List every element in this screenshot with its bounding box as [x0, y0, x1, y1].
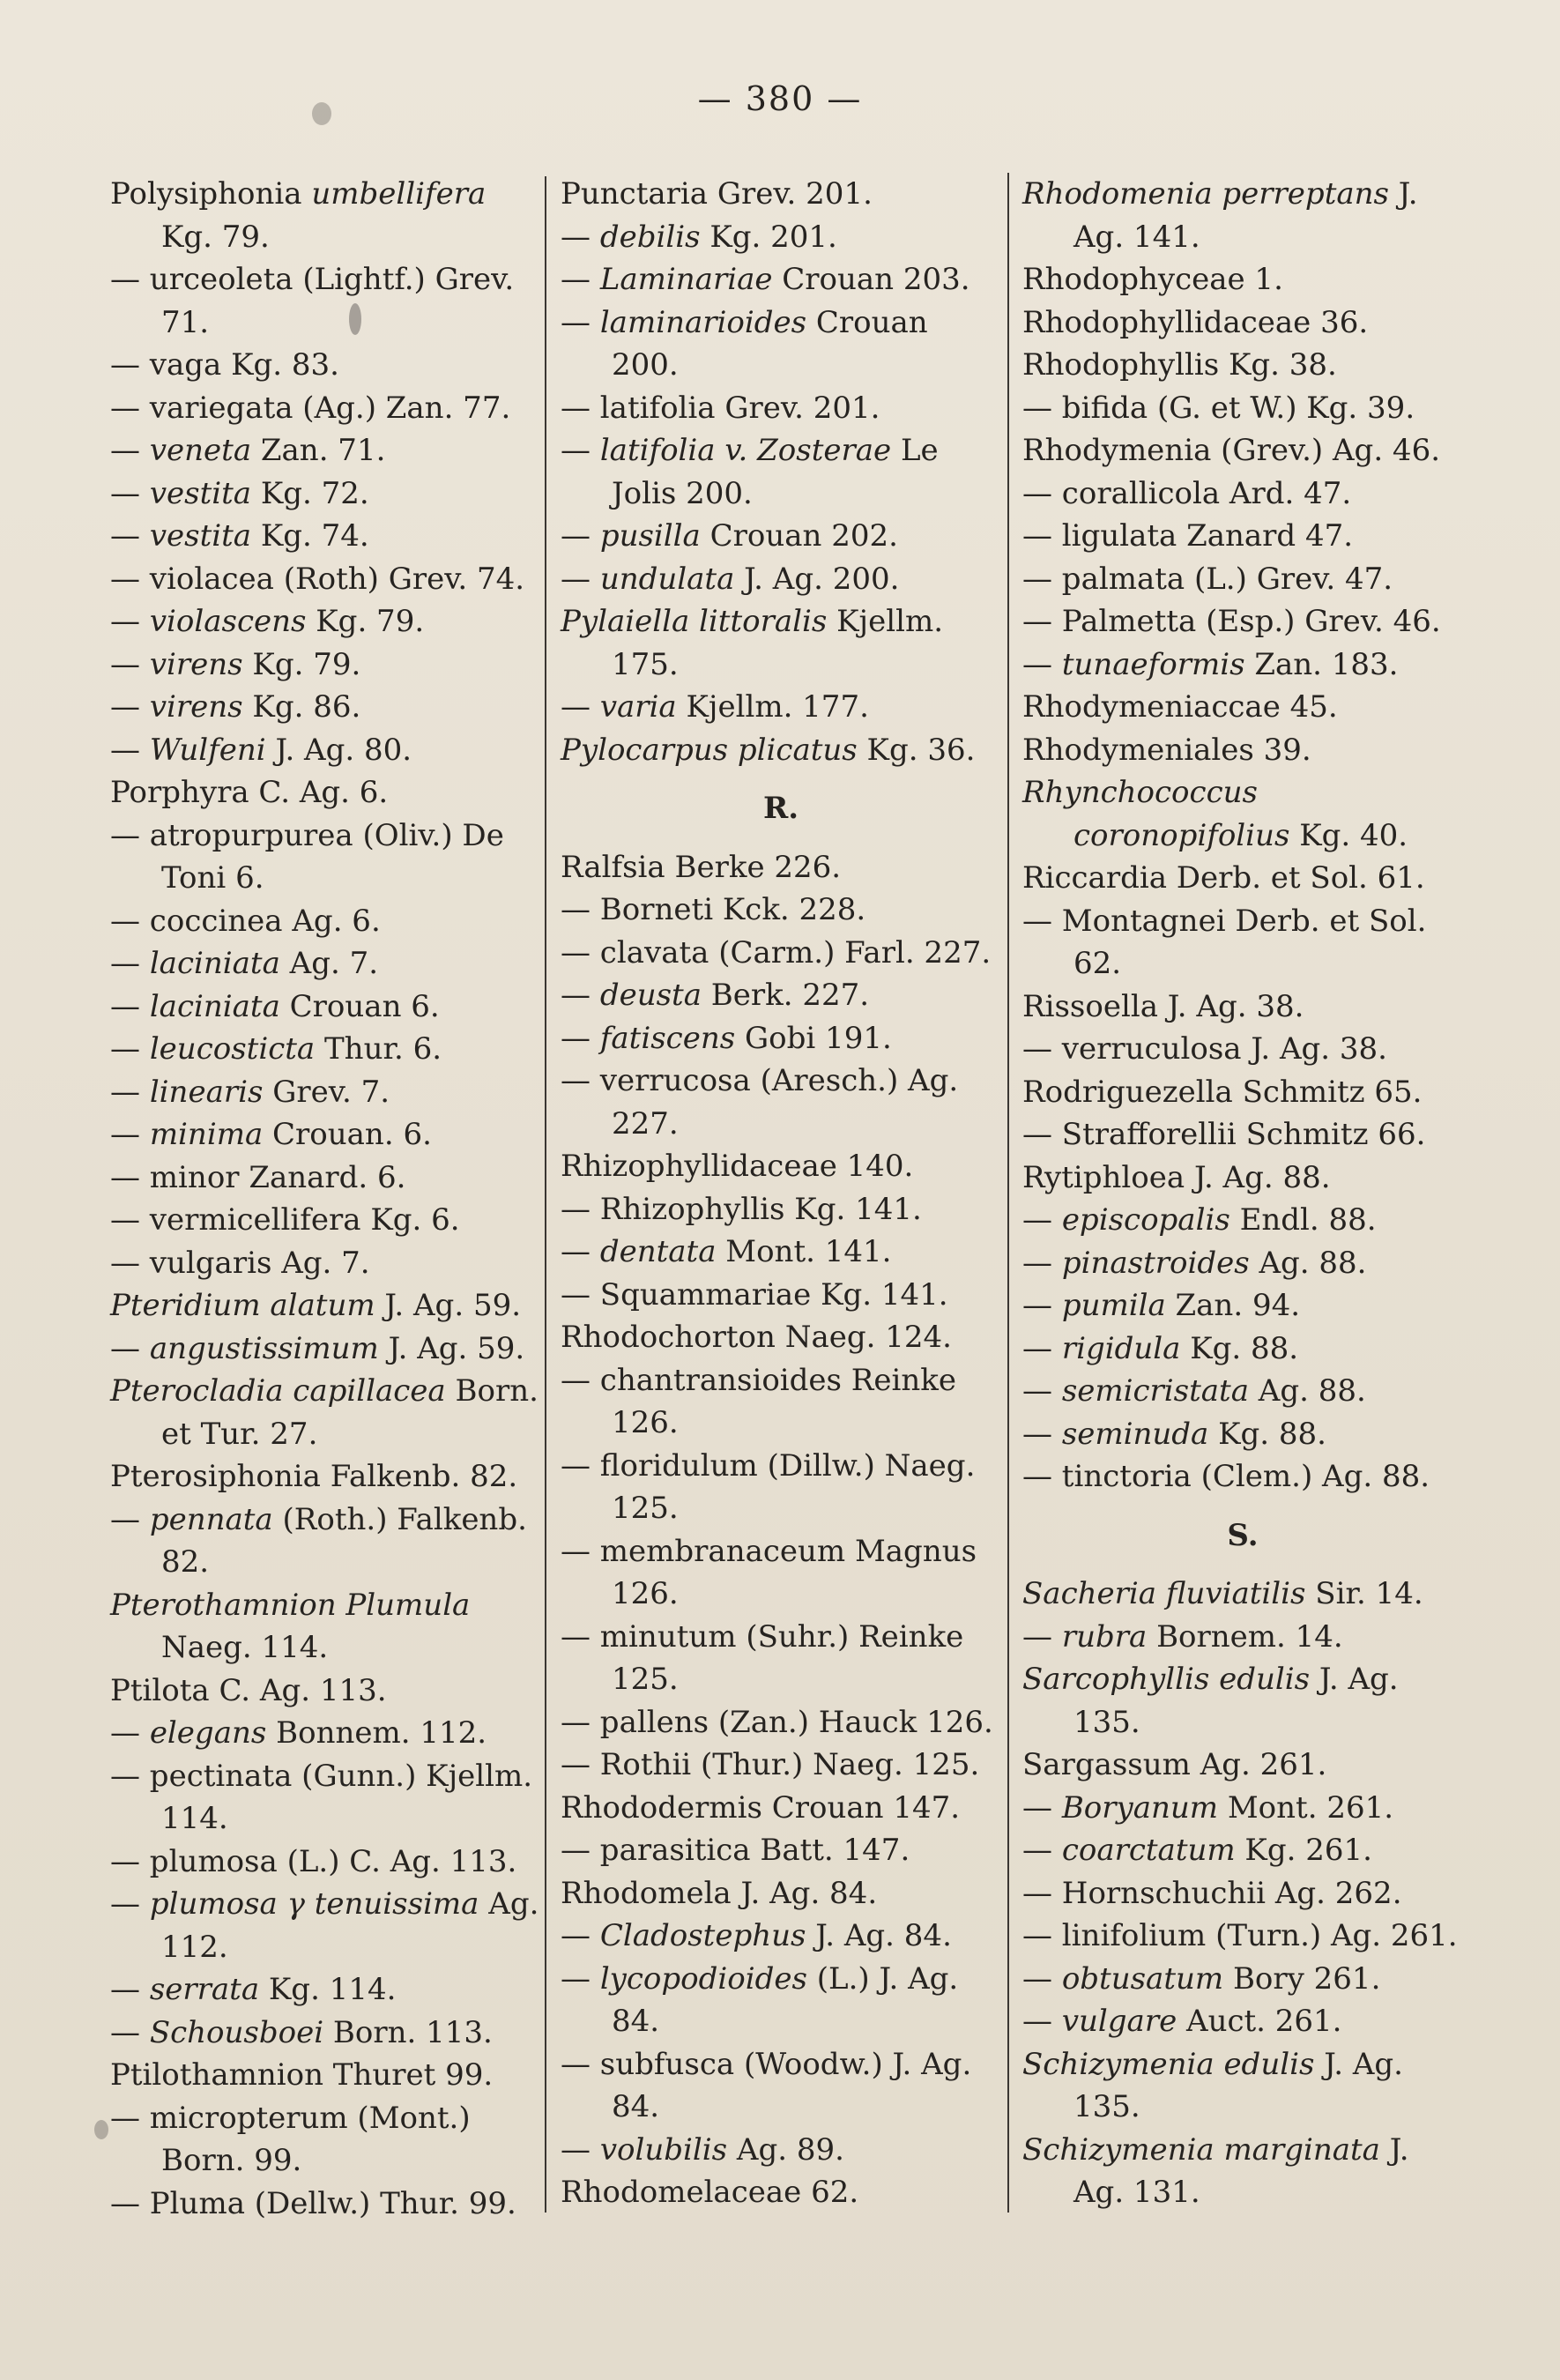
- index-subentry: — Hornschuchii Ag. 262.: [1022, 1875, 1402, 1911]
- index-subentry: — bifida (G. et W.) Kg. 39.: [1022, 390, 1415, 426]
- index-subentry: — vulgaris Ag. 7.: [110, 1245, 370, 1281]
- index-subentry: — Wulfeni J. Ag. 80.: [110, 732, 412, 768]
- section-letter-heading: R.: [762, 791, 799, 826]
- index-subentry: — ligulata Zanard 47.: [1022, 518, 1354, 554]
- index-subentry: — minima Crouan. 6.: [110, 1117, 432, 1152]
- index-subentry: — plumosa (L.) C. Ag. 113.: [110, 1843, 517, 1879]
- index-subentry: — pusilla Crouan 202.: [561, 518, 898, 554]
- index-subentry: — vestita Kg. 72.: [110, 475, 369, 511]
- index-subentry: — tunaeformis Zan. 183.: [1022, 646, 1399, 682]
- index-subentry: — episcopalis Endl. 88.: [1022, 1202, 1377, 1238]
- index-subentry: — vaga Kg. 83.: [110, 347, 339, 383]
- index-entry: Rhodophyceae 1.: [1022, 262, 1283, 297]
- index-subentry: — pinastroides Ag. 88.: [1022, 1245, 1367, 1281]
- index-entry: Punctaria Grev. 201.: [561, 176, 873, 212]
- index-subentry: — laciniata Crouan 6.: [110, 988, 440, 1024]
- index-entry: Rissoella J. Ag. 38.: [1022, 988, 1304, 1024]
- index-entry: Pylocarpus plicatus Kg. 36.: [561, 732, 976, 768]
- index-subentry: — pectinata (Gunn.) Kjellm. 114.: [110, 1758, 533, 1836]
- index-column-3: [1022, 173, 1463, 2214]
- index-entry: Sarcophyllis edulis J. Ag. 135.: [1022, 1662, 1399, 1740]
- index-subentry: — linearis Grev. 7.: [110, 1074, 390, 1110]
- index-subentry: — verruculosa J. Ag. 38.: [1022, 1031, 1387, 1067]
- index-subentry: — violascens Kg. 79.: [110, 604, 425, 639]
- index-entry: Schizymenia marginata J. Ag. 131.: [1022, 2131, 1409, 2210]
- index-entry: Rhodomenia perreptans J. Ag. 141.: [1022, 176, 1418, 255]
- index-subentry: — Palmetta (Esp.) Grev. 46.: [1022, 604, 1441, 639]
- index-subentry: — volubilis Ag. 89.: [561, 2131, 844, 2168]
- index-subentry: — plumosa γ tenuissima Ag. 112.: [110, 1886, 539, 1965]
- index-entry: Rhodophyllis Kg. 38.: [1022, 347, 1337, 383]
- index-subentry: — Boryanum Mont. 261.: [1022, 1789, 1394, 1826]
- index-entry: Rytiphloea J. Ag. 88.: [1022, 1159, 1331, 1195]
- index-column-1: [110, 173, 542, 2225]
- index-entry: Pylaiella littoralis Kjellm. 175.: [561, 604, 943, 682]
- index-entry: Polysiphonia umbellifera Kg. 79.: [110, 176, 487, 255]
- column-divider: [1007, 173, 1009, 2213]
- index-subentry: — Pluma (Dellw.) Thur. 99.: [110, 2185, 516, 2221]
- index-subentry: — minor Zanard. 6.: [110, 1159, 406, 1195]
- index-subentry: — parasitica Batt. 147.: [561, 1833, 910, 1868]
- index-entry: Riccardia Derb. et Sol. 61.: [1022, 860, 1425, 896]
- index-subentry: — debilis Kg. 201.: [561, 219, 837, 255]
- index-subentry: — elegans Bonnem. 112.: [110, 1715, 487, 1751]
- index-subentry: — clavata (Carm.) Farl. 227.: [561, 934, 992, 971]
- index-entry: Sargassum Ag. 261.: [1022, 1747, 1327, 1782]
- index-subentry: — seminuda Kg. 88.: [1022, 1416, 1326, 1452]
- index-subentry: — pumila Zan. 94.: [1022, 1288, 1301, 1323]
- index-subentry: — Laminariae Crouan 203.: [561, 262, 970, 297]
- index-subentry: — laciniata Ag. 7.: [110, 946, 379, 981]
- index-subentry: — minutum (Suhr.) Reinke 125.: [561, 1618, 964, 1697]
- index-subentry: — Strafforellii Schmitz 66.: [1022, 1117, 1426, 1152]
- index-subentry: — rubra Bornem. 14.: [1022, 1618, 1343, 1655]
- index-entry: Rhizophyllidaceae 140.: [561, 1149, 914, 1184]
- index-entry: Rhynchococcus coronopifolius Kg. 40.: [1022, 775, 1408, 853]
- index-subentry: — fatiscens Gobi 191.: [561, 1020, 892, 1056]
- index-entry: Ptilothamnion Thuret 99.: [110, 2057, 494, 2093]
- index-subentry: — urceoleta (Lightf.) Grev. 71.: [110, 262, 515, 340]
- index-subentry: — obtusatum Bory 261.: [1022, 1960, 1381, 1997]
- index-subentry: — varia Kjellm. 177.: [561, 689, 869, 725]
- index-entry: Rhodymeniales 39.: [1022, 732, 1311, 768]
- index-subentry: — Borneti Kck. 228.: [561, 892, 866, 927]
- index-subentry: — Schousboei Born. 113.: [110, 2014, 493, 2050]
- index-subentry: — Montagnei Derb. et Sol. 62.: [1022, 903, 1427, 981]
- index-subentry: — coccinea Ag. 6.: [110, 903, 381, 939]
- index-subentry: — Rhizophyllis Kg. 141.: [561, 1191, 922, 1227]
- index-subentry: — virens Kg. 86.: [110, 689, 361, 725]
- index-entry: Rhodymeniaccae 45.: [1022, 689, 1338, 725]
- index-subentry: — vulgare Auct. 261.: [1022, 2004, 1342, 2039]
- index-entry: Rodriguezella Schmitz 65.: [1022, 1074, 1423, 1110]
- index-subentry: — angustissimum J. Ag. 59.: [110, 1330, 525, 1366]
- index-entry: Rhododermis Crouan 147.: [561, 1789, 961, 1826]
- index-subentry: — tinctoria (Clem.) Ag. 88.: [1022, 1459, 1430, 1494]
- index-subentry: — variegata (Ag.) Zan. 77.: [110, 390, 511, 426]
- index-subentry: — micropterum (Mont.) Born. 99.: [110, 2100, 471, 2178]
- index-subentry: — rigidula Kg. 88.: [1022, 1330, 1299, 1366]
- index-subentry: — lycopodioides (L.) J. Ag. 84.: [561, 1960, 959, 2039]
- index-subentry: — verrucosa (Aresch.) Ag. 227.: [561, 1063, 959, 1142]
- index-entry: Porphyra C. Ag. 6.: [110, 775, 389, 810]
- index-subentry: — Rothii (Thur.) Naeg. 125.: [561, 1747, 980, 1782]
- index-entry: Pteridium alatum J. Ag. 59.: [110, 1288, 522, 1323]
- index-subentry: — corallicola Ard. 47.: [1022, 475, 1352, 511]
- section-letter-heading: S.: [1227, 1517, 1259, 1553]
- index-subentry: — pennata (Roth.) Falkenb. 82.: [110, 1501, 527, 1580]
- index-subentry: — coarctatum Kg. 261.: [1022, 1833, 1372, 1868]
- index-subentry: — vermicellifera Kg. 6.: [110, 1202, 460, 1238]
- index-entry: Ptilota C. Ag. 113.: [110, 1672, 387, 1708]
- index-entry: Pterocladia capillacea Born. et Tur. 27.: [110, 1373, 539, 1452]
- page-number: — 380 —: [697, 79, 863, 118]
- index-entry: Rhodochorton Naeg. 124.: [561, 1320, 952, 1355]
- index-subentry: — vestita Kg. 74.: [110, 518, 369, 554]
- index-entry: Pterosiphonia Falkenb. 82.: [110, 1459, 518, 1494]
- index-subentry: — Squammariae Kg. 141.: [561, 1276, 948, 1313]
- index-subentry: — deusta Berk. 227.: [561, 978, 870, 1013]
- index-subentry: — latifolia v. Zosterae Le Jolis 200.: [561, 433, 939, 511]
- index-entry: Schizymenia edulis J. Ag. 135.: [1022, 2046, 1403, 2124]
- ink-spot: [94, 2120, 108, 2139]
- index-subentry: — atropurpurea (Oliv.) De Toni 6.: [110, 817, 504, 896]
- index-entry: Ralfsia Berke 226.: [561, 849, 842, 885]
- index-subentry: — veneta Zan. 71.: [110, 433, 386, 468]
- index-entry: Rhodomela J. Ag. 84.: [561, 1875, 878, 1911]
- index-subentry: — latifolia Grev. 201.: [561, 390, 880, 426]
- index-subentry: — Cladostephus J. Ag. 84.: [561, 1918, 952, 1953]
- index-subentry: — semicristata Ag. 88.: [1022, 1373, 1366, 1409]
- index-subentry: — membranaceum Magnus 126.: [561, 1533, 977, 1611]
- column-divider: [545, 176, 546, 2213]
- index-subentry: — linifolium (Turn.) Ag. 261.: [1022, 1918, 1458, 1953]
- index-subentry: — undulata J. Ag. 200.: [561, 561, 900, 597]
- index-subentry: — laminarioides Crouan 200.: [561, 304, 928, 383]
- index-subentry: — subfusca (Woodw.) J. Ag. 84.: [561, 2046, 972, 2124]
- index-subentry: — virens Kg. 79.: [110, 646, 361, 682]
- index-subentry: — serrata Kg. 114.: [110, 1972, 397, 2007]
- index-entry: Sacheria fluviatilis Sir. 14.: [1022, 1576, 1423, 1611]
- index-subentry: — leucosticta Thur. 6.: [110, 1031, 442, 1067]
- index-subentry: — palmata (L.) Grev. 47.: [1022, 561, 1393, 597]
- index-entry: Rhodomelaceae 62.: [561, 2175, 859, 2210]
- index-column-2: [561, 173, 1001, 2214]
- index-entry: Rhodymenia (Grev.) Ag. 46.: [1022, 433, 1441, 468]
- index-entry: Rhodophyllidaceae 36.: [1022, 304, 1369, 340]
- index-subentry: — pallens (Zan.) Hauck 126.: [561, 1704, 993, 1740]
- index-subentry: — floridulum (Dillw.) Naeg. 125.: [561, 1447, 976, 1526]
- index-entry: Pterothamnion Plumula Naeg. 114.: [110, 1587, 471, 1665]
- index-subentry: — violacea (Roth) Grev. 74.: [110, 561, 525, 597]
- index-subentry: — chantransioides Reinke 126.: [561, 1362, 957, 1440]
- index-subentry: — dentata Mont. 141.: [561, 1234, 892, 1269]
